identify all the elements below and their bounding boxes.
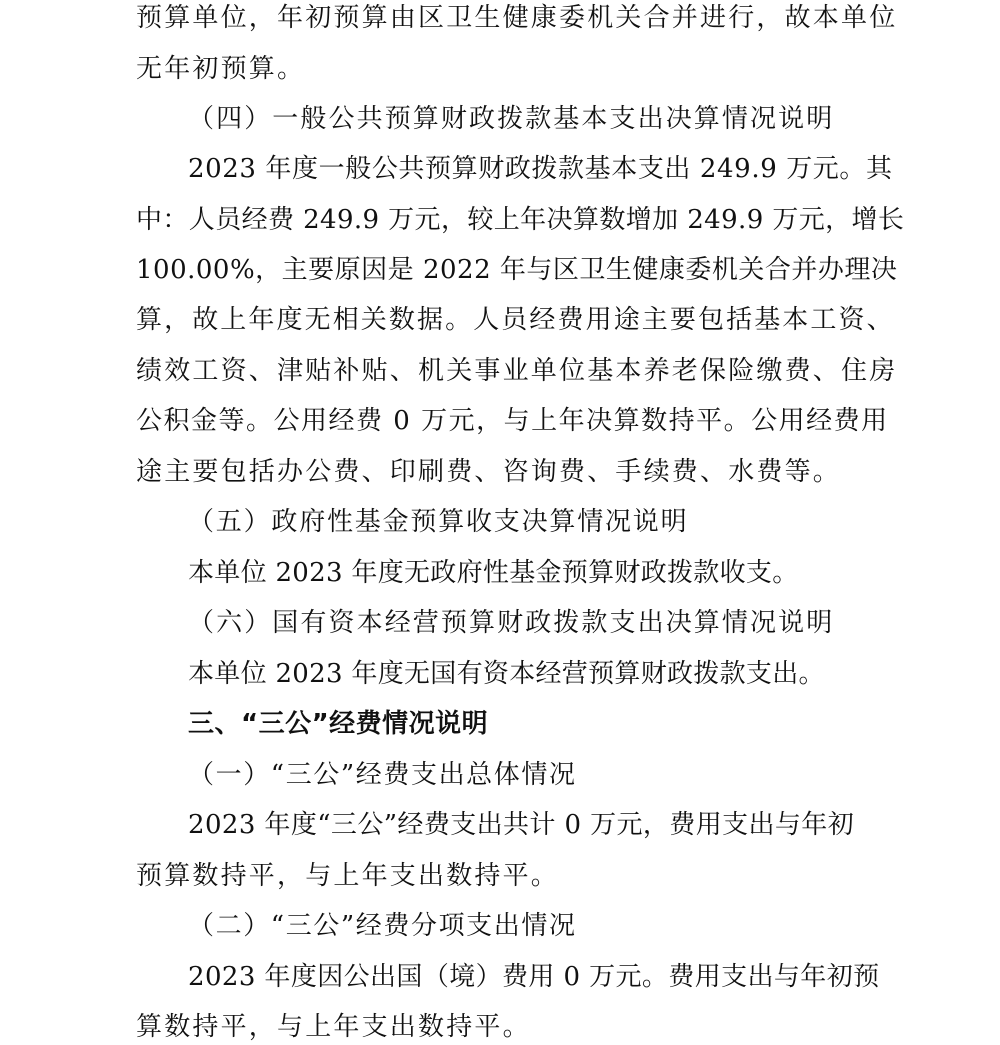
paragraph-line: 无年初预算。 bbox=[136, 54, 306, 84]
paragraph-line: 预算单位，年初预算由区卫生健康委机关合并进行，故本单位 bbox=[136, 3, 898, 33]
chapter-heading-3: 三、“三公”经费情况说明 bbox=[188, 709, 489, 739]
section-heading-2: （二）“三公”经费分项支出情况 bbox=[188, 911, 577, 941]
paragraph-line: 2023 年度一般公共预算财政拨款基本支出 249.9 万元。其 bbox=[188, 154, 893, 184]
paragraph-line: 算，故上年度无相关数据。人员经费用途主要包括基本工资、 bbox=[136, 305, 895, 335]
section-heading-6: （六）国有资本经营预算财政拨款支出决算情况说明 bbox=[188, 608, 835, 638]
paragraph-line: 途主要包括办公费、印刷费、咨询费、手续费、水费等。 bbox=[136, 457, 842, 487]
paragraph-line: 中：人员经费 249.9 万元，较上年决算数增加 249.9 万元，增长 bbox=[136, 205, 905, 235]
paragraph-line: 绩效工资、津贴补贴、机关事业单位基本养老保险缴费、住房 bbox=[136, 356, 898, 386]
paragraph-line: 公积金等。公用经费 0 万元，与上年决算数持平。公用经费用 bbox=[136, 406, 889, 436]
paragraph-line: 2023 年度“三公”经费支出共计 0 万元，费用支出与年初 bbox=[188, 810, 855, 840]
paragraph-line: 100.00%，主要原因是 2022 年与区卫生健康委机关合并办理决 bbox=[136, 255, 898, 285]
section-heading-5: （五）政府性基金预算收支决算情况说明 bbox=[188, 507, 689, 537]
section-heading-4: （四）一般公共预算财政拨款基本支出决算情况说明 bbox=[188, 104, 835, 134]
paragraph-line: 预算数持平，与上年支出数持平。 bbox=[136, 861, 560, 891]
paragraph-line: 2023 年度因公出国（境）费用 0 万元。费用支出与年初预 bbox=[188, 962, 880, 992]
paragraph-line: 本单位 2023 年度无政府性基金预算财政拨款收支。 bbox=[188, 558, 799, 588]
paragraph-line: 本单位 2023 年度无国有资本经营预算财政拨款支出。 bbox=[188, 659, 825, 689]
section-heading-1: （一）“三公”经费支出总体情况 bbox=[188, 760, 577, 790]
paragraph-line: 算数持平，与上年支出数持平。 bbox=[136, 1012, 531, 1042]
